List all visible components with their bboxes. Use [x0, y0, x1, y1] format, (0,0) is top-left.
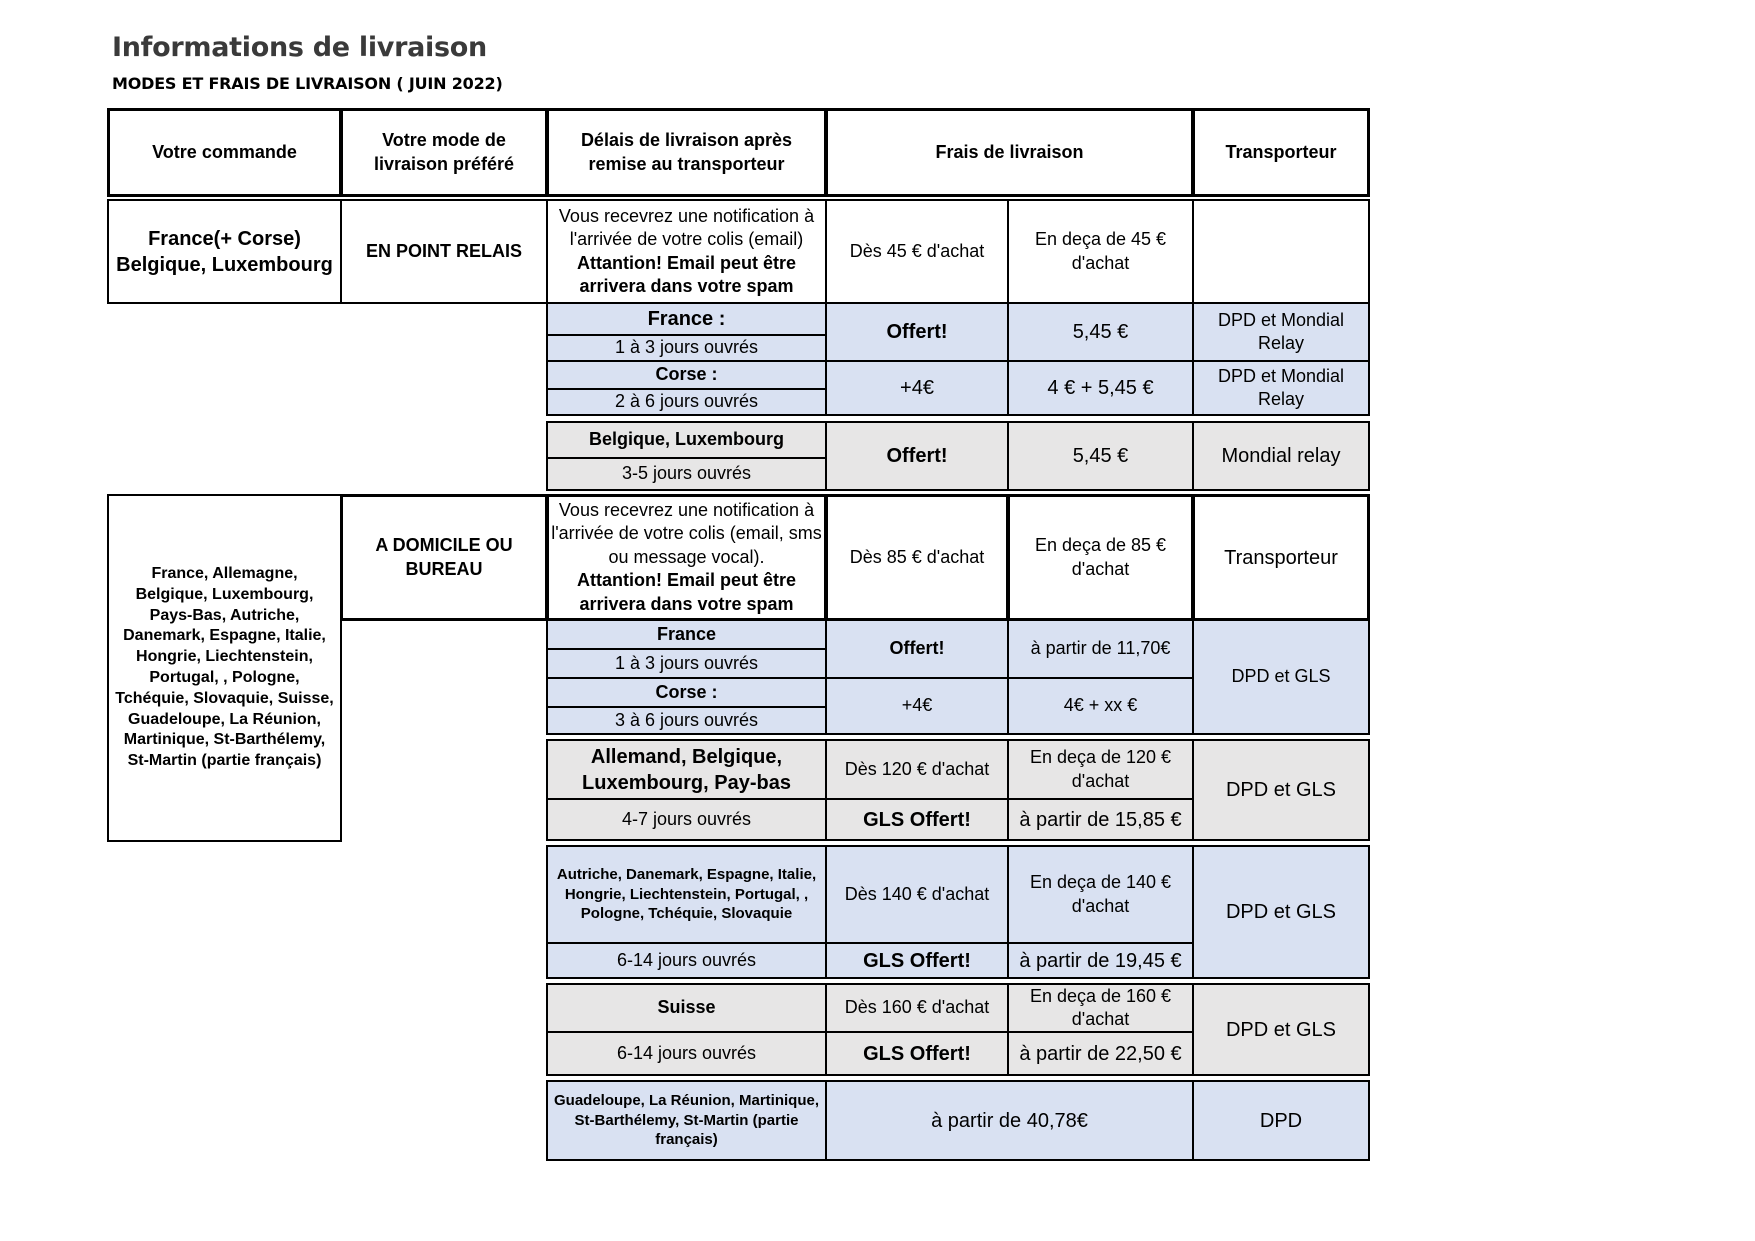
group3-carrier: DPD et GLS — [1192, 983, 1370, 1076]
home-warning: Attantion! Email peut être arrivera dans votre spam — [576, 570, 796, 614]
home-corse-fee-above: +4€ — [825, 677, 1009, 735]
home-threshold-above: Dès 85 € d'achat — [825, 494, 1009, 621]
group3-delay: 6-14 jours ouvrés — [546, 1031, 827, 1076]
group1-zone: Allemand, Belgique, Luxembourg, Pay-bas — [546, 739, 827, 800]
home-notification-cell — [546, 494, 827, 621]
relay-france-zone: France : — [546, 302, 827, 336]
home-mode: A DOMICILE OU BUREAU — [340, 494, 548, 621]
relay-benelux-carrier: Mondial relay — [1192, 421, 1370, 491]
home-corse-zone: Corse : — [546, 677, 827, 708]
home-france-fee-above: Offert! — [825, 619, 1009, 679]
group3-threshold-above: Dès 160 € d'achat — [825, 983, 1009, 1033]
relay-notification: Vous recevrez une notification à l'arrivée de votre colis (email) — [558, 205, 815, 250]
relay-warning: Attantion! Email peut être arrivera dans votre spam — [576, 252, 796, 296]
group2-delay: 6-14 jours ouvrés — [546, 942, 827, 979]
group4-carrier: DPD — [1192, 1080, 1370, 1161]
home-france-carrier: DPD et GLS — [1192, 619, 1370, 735]
group4-fee: à partir de 40,78€ — [825, 1080, 1194, 1161]
relay-threshold-below: En deça de 45 € d'achat — [1007, 199, 1194, 304]
group1-threshold-above: Dès 120 € d'achat — [825, 739, 1009, 800]
header-delay: Délais de livraison après remise au transporteur — [546, 108, 827, 197]
relay-benelux-fee-above: Offert! — [825, 421, 1009, 491]
group3-zone: Suisse — [546, 983, 827, 1033]
group3-fee-below: à partir de 22,50 € — [1007, 1031, 1194, 1076]
home-france-fee-below: à partir de 11,70€ — [1007, 619, 1194, 679]
relay-france-fee-above: Offert! — [825, 302, 1009, 362]
relay-benelux-fee-below: 5,45 € — [1007, 421, 1194, 491]
page-title: Informations de livraison — [112, 32, 487, 63]
home-destinations: France, Allemagne, Belgique, Luxembourg, Pays-Bas, Autriche, Danemark, Espagne, Italie, Hongrie, Liechtenstein, Portugal, , Pologne, Tchéquie, Slovaquie, Suisse, Guadeloupe, La Réunion, Martinique, St-Barthélemy, St-Martin (partie français) — [107, 494, 342, 842]
home-carrier-header: Transporteur — [1192, 494, 1370, 621]
home-threshold-below: En deça de 85 € d'achat — [1007, 494, 1194, 621]
home-corse-delay: 3 à 6 jours ouvrés — [546, 706, 827, 735]
group1-fee-below: à partir de 15,85 € — [1007, 798, 1194, 841]
header-carrier: Transporteur — [1192, 108, 1370, 197]
group2-zone: Autriche, Danemark, Espagne, Italie, Hongrie, Liechtenstein, Portugal, , Pologne, Tchéquie, Slovaquie — [546, 845, 827, 944]
relay-corse-delay: 2 à 6 jours ouvrés — [546, 388, 827, 416]
relay-france-carrier: DPD et Mondial Relay — [1192, 302, 1370, 362]
group1-delay: 4-7 jours ouvrés — [546, 798, 827, 841]
group1-fee-above: GLS Offert! — [825, 798, 1009, 841]
relay-benelux-zone: Belgique, Luxembourg — [546, 421, 827, 459]
relay-france-fee-below: 5,45 € — [1007, 302, 1194, 362]
group3-fee-above: GLS Offert! — [825, 1031, 1009, 1076]
relay-france-delay: 1 à 3 jours ouvrés — [546, 334, 827, 362]
header-mode: Votre mode de livraison préféré — [340, 108, 548, 197]
relay-mode: EN POINT RELAIS — [340, 199, 548, 304]
relay-notification-cell — [546, 199, 827, 304]
relay-corse-fee-above: +4€ — [825, 360, 1009, 416]
home-notification: Vous recevrez une notification à l'arrivée de votre colis (email, sms ou message vocal). — [551, 500, 822, 567]
header-fees: Frais de livraison — [825, 108, 1194, 197]
home-france-zone: France — [546, 619, 827, 650]
group2-fee-above: GLS Offert! — [825, 942, 1009, 979]
group2-threshold-below: En deça de 140 € d'achat — [1007, 845, 1194, 944]
relay-corse-zone: Corse : — [546, 360, 827, 390]
relay-corse-carrier: DPD et Mondial Relay — [1192, 360, 1370, 416]
group1-carrier: DPD et GLS — [1192, 739, 1370, 841]
group2-fee-below: à partir de 19,45 € — [1007, 942, 1194, 979]
home-france-delay: 1 à 3 jours ouvrés — [546, 648, 827, 679]
group2-threshold-above: Dès 140 € d'achat — [825, 845, 1009, 944]
header-order: Votre commande — [107, 108, 342, 197]
relay-destination — [107, 199, 342, 304]
relay-benelux-delay: 3-5 jours ouvrés — [546, 457, 827, 491]
relay-carrier-empty — [1192, 199, 1370, 304]
relay-destination-line1: France(+ Corse) — [148, 227, 301, 250]
group4-zone: Guadeloupe, La Réunion, Martinique, St-Barthélemy, St-Martin (partie français) — [546, 1080, 827, 1161]
group1-threshold-below: En deça de 120 € d'achat — [1007, 739, 1194, 800]
relay-corse-fee-below: 4 € + 5,45 € — [1007, 360, 1194, 416]
relay-destination-line2: Belgique, Luxembourg — [116, 253, 333, 276]
group2-carrier: DPD et GLS — [1192, 845, 1370, 979]
home-corse-fee-below: 4€ + xx € — [1007, 677, 1194, 735]
page-subtitle: MODES ET FRAIS DE LIVRAISON ( JUIN 2022) — [112, 74, 503, 93]
relay-threshold-above: Dès 45 € d'achat — [825, 199, 1009, 304]
group3-threshold-below: En deça de 160 € d'achat — [1007, 983, 1194, 1033]
